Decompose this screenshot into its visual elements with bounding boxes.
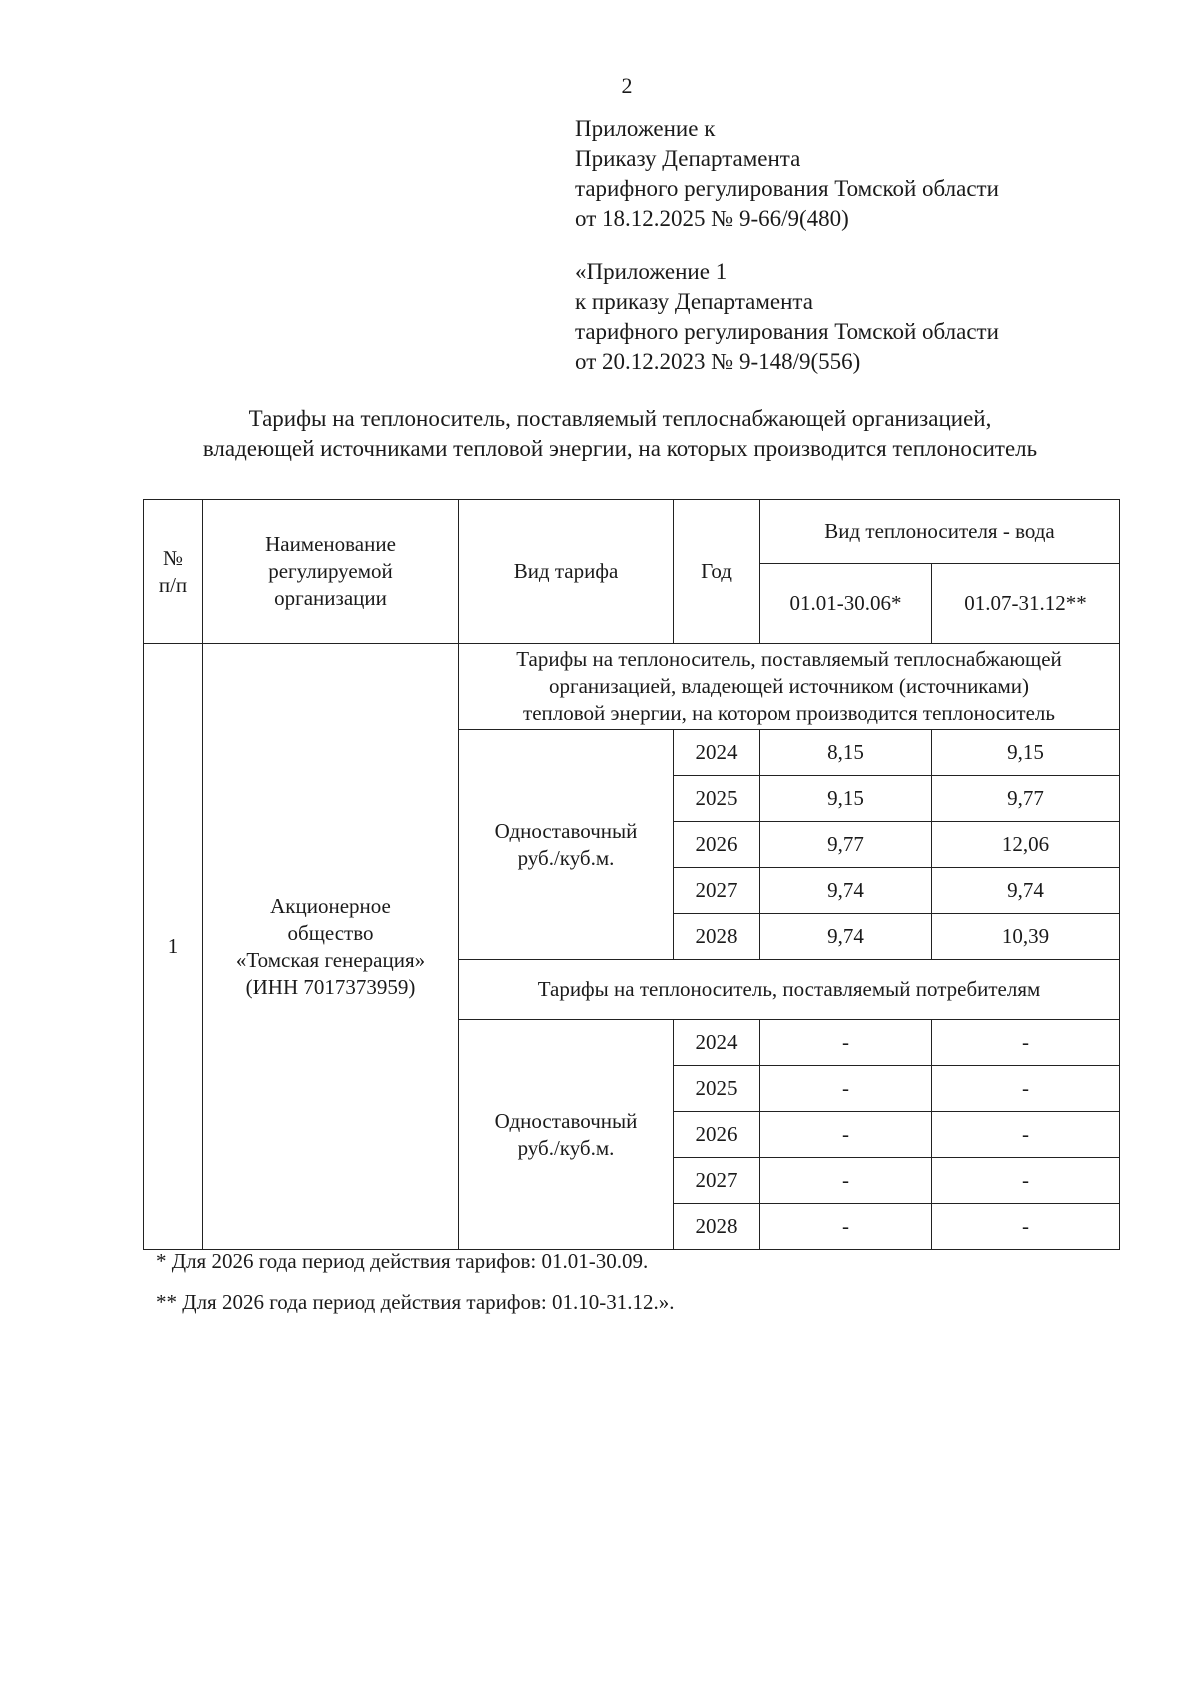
value-cell: 10,39	[932, 914, 1120, 960]
row-number: 1	[144, 644, 203, 1250]
year-cell: 2028	[674, 1204, 760, 1250]
value-cell: 9,74	[932, 868, 1120, 914]
header-period-1: 01.01-30.06*	[760, 564, 932, 644]
year-cell: 2027	[674, 868, 760, 914]
value-cell: 12,06	[932, 822, 1120, 868]
value-cell: 8,15	[760, 730, 932, 776]
value-cell: -	[760, 1158, 932, 1204]
annex-line: Приказу Департамента	[575, 146, 801, 171]
year-cell: 2025	[674, 776, 760, 822]
year-cell: 2024	[674, 1020, 760, 1066]
annex-line: от 18.12.2025 № 9-66/9(480)	[575, 206, 849, 231]
annex-line: тарифного регулирования Томской области	[575, 176, 999, 201]
section-title: Тарифы на теплоноситель, поставляемый теплоснабжающей организацией, владеющей источником (источниками) тепловой энергии, на котором производится теплоноситель	[459, 644, 1120, 730]
tariff-type-cell: Одноставочный руб./куб.м.	[459, 730, 674, 960]
value-cell: 9,77	[932, 776, 1120, 822]
value-cell: 9,74	[760, 914, 932, 960]
value-cell: 9,15	[932, 730, 1120, 776]
value-cell: -	[932, 1158, 1120, 1204]
annex-line: от 20.12.2023 № 9-148/9(556)	[575, 349, 861, 374]
tariff-type-cell: Одноставочный руб./куб.м.	[459, 1020, 674, 1250]
value-cell: 9,74	[760, 868, 932, 914]
year-cell: 2028	[674, 914, 760, 960]
footnote-2: ** Для 2026 года период действия тарифов: 01.10-31.12.».	[156, 1290, 675, 1314]
year-cell: 2026	[674, 822, 760, 868]
value-cell: 9,15	[760, 776, 932, 822]
annex-line: к приказу Департамента	[575, 289, 813, 314]
title-line: Тарифы на теплоноситель, поставляемый теплоснабжающей организацией,	[248, 406, 992, 431]
year-cell: 2027	[674, 1158, 760, 1204]
value-cell: -	[932, 1112, 1120, 1158]
document-title	[120, 404, 1120, 464]
value-cell: -	[932, 1066, 1120, 1112]
value-cell: -	[932, 1020, 1120, 1066]
header-period-2: 01.07-31.12**	[932, 564, 1120, 644]
annex-previous-header	[575, 257, 999, 377]
value-cell: 9,77	[760, 822, 932, 868]
title-line: владеющей источниками тепловой энергии, на которых производится теплоноситель	[202, 436, 1038, 461]
year-cell: 2026	[674, 1112, 760, 1158]
value-cell: -	[760, 1066, 932, 1112]
section-title: Тарифы на теплоноситель, поставляемый потребителям	[459, 960, 1120, 1020]
header-organization: Наименование регулируемой организации	[203, 500, 459, 644]
annex-line: тарифного регулирования Томской области	[575, 319, 999, 344]
year-cell: 2025	[674, 1066, 760, 1112]
header-tariff-type: Вид тарифа	[459, 500, 674, 644]
annex-line: Приложение к	[575, 116, 716, 141]
value-cell: -	[760, 1204, 932, 1250]
annex-current-header	[575, 114, 999, 234]
tariff-table	[143, 499, 1120, 1250]
page-number: 2	[621, 73, 633, 98]
header-number: № п/п	[144, 500, 203, 644]
footnote-1: * Для 2026 года период действия тарифов: 01.01-30.09.	[156, 1249, 649, 1273]
value-cell: -	[760, 1112, 932, 1158]
annex-line: «Приложение 1	[575, 259, 728, 284]
organization-name: Акционерное общество «Томская генерация» (ИНН 7017373959)	[203, 644, 459, 1250]
value-cell: -	[932, 1204, 1120, 1250]
value-cell: -	[760, 1020, 932, 1066]
header-carrier: Вид теплоносителя - вода	[760, 500, 1120, 564]
header-year: Год	[674, 500, 760, 644]
year-cell: 2024	[674, 730, 760, 776]
